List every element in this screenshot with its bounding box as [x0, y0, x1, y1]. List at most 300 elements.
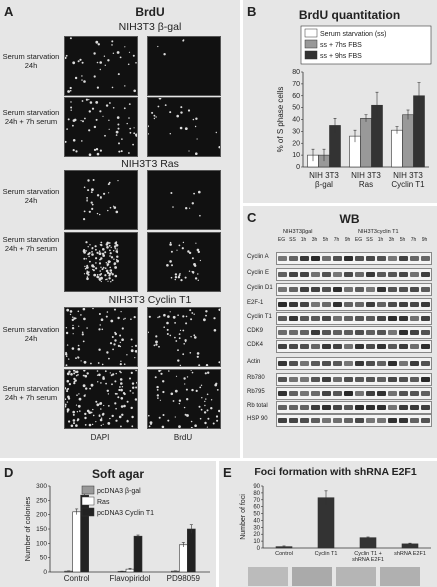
cell-nucleus: [182, 353, 184, 355]
legend-label: pcDNA3 Cyclin T1: [97, 510, 155, 517]
cell-nucleus: [103, 193, 105, 195]
cell-nucleus: [192, 202, 194, 204]
cell-nucleus: [65, 406, 66, 408]
cell-nucleus: [95, 421, 96, 422]
wb-band: [344, 256, 353, 261]
cell-nucleus: [213, 317, 215, 319]
cell-nucleus: [176, 250, 177, 251]
cell-nucleus: [100, 267, 101, 268]
cell-nucleus: [102, 364, 104, 366]
cell-nucleus: [88, 271, 90, 273]
cell-nucleus: [106, 242, 109, 245]
cell-nucleus: [155, 341, 158, 344]
cell-nucleus: [84, 187, 86, 189]
cell-nucleus: [114, 380, 116, 382]
cell-nucleus: [89, 244, 90, 245]
cell-nucleus: [163, 314, 166, 317]
cell-nucleus: [106, 351, 108, 353]
cell-nucleus: [196, 390, 198, 392]
cell-nucleus: [106, 104, 108, 106]
wb-band: [322, 361, 331, 366]
cell-nucleus: [207, 427, 208, 428]
cell-nucleus: [148, 332, 149, 334]
x-tick-label: Control: [275, 551, 293, 557]
cell-nucleus: [186, 398, 188, 400]
cell-nucleus: [131, 349, 134, 352]
cell-nucleus: [85, 268, 87, 270]
wb-band: [300, 330, 309, 335]
bar: [403, 115, 414, 167]
cell-nucleus: [129, 52, 130, 53]
cell-nucleus: [95, 262, 97, 264]
y-tick-label: 0: [256, 546, 260, 552]
cell-nucleus: [83, 384, 86, 387]
wb-band: [289, 256, 298, 261]
cell-nucleus: [71, 110, 72, 111]
cell-nucleus: [97, 381, 98, 382]
panel-d-title: Soft agar: [91, 467, 144, 481]
cell-nucleus: [112, 336, 114, 338]
wb-blot-strip: [276, 326, 432, 339]
cell-nucleus: [197, 138, 198, 139]
cell-nucleus: [132, 382, 134, 384]
wb-band: [333, 361, 342, 366]
wb-band: [289, 391, 298, 396]
cell-nucleus: [92, 308, 94, 309]
wb-band: [289, 361, 298, 366]
cell-nucleus: [193, 193, 195, 195]
wb-band: [278, 391, 287, 396]
micrograph-cells: [148, 98, 220, 156]
cell-nucleus: [93, 179, 95, 181]
cell-nucleus: [73, 139, 76, 142]
wb-row-label: CDK9: [247, 328, 264, 334]
wb-band: [421, 391, 430, 396]
cell-nucleus: [169, 111, 171, 113]
cell-nucleus: [167, 420, 169, 422]
cell-nucleus: [68, 397, 70, 399]
cell-nucleus: [110, 207, 112, 209]
cell-nucleus: [82, 120, 84, 122]
wb-band: [355, 391, 364, 396]
cell-nucleus: [126, 354, 127, 355]
wb-band: [300, 302, 309, 307]
micrograph-cells: [148, 308, 220, 366]
cell-nucleus: [111, 247, 112, 248]
cell-nucleus: [83, 218, 85, 220]
cell-nucleus: [76, 394, 78, 396]
cell-nucleus: [82, 62, 84, 64]
cell-nucleus: [105, 267, 107, 269]
cell-nucleus: [175, 390, 178, 393]
wb-band: [344, 344, 353, 349]
wb-band: [421, 302, 430, 307]
cell-nucleus: [98, 362, 100, 364]
wb-group-cyclin-t1: NIH3T3cyclin T1: [358, 229, 399, 235]
cell-nucleus: [99, 270, 101, 272]
x-tick-label: NIH 3T3: [393, 171, 423, 180]
cell-nucleus: [73, 333, 74, 334]
cell-nucleus: [91, 202, 93, 204]
cell-nucleus: [102, 413, 104, 415]
wb-band: [311, 272, 320, 277]
cell-nucleus: [167, 333, 169, 335]
cell-nucleus: [83, 251, 86, 254]
wb-band: [421, 418, 430, 423]
x-tick-label: Flavopiridol: [109, 574, 151, 583]
wb-band: [300, 361, 309, 366]
cell-nucleus: [180, 127, 183, 130]
cell-nucleus: [88, 99, 89, 100]
wb-blot-strip: [276, 268, 432, 281]
cell-nucleus: [65, 141, 67, 143]
wb-band: [388, 405, 397, 410]
wb-band: [421, 377, 430, 382]
cell-nucleus: [101, 418, 102, 419]
chart-e: [219, 476, 437, 566]
y-tick-label: 50: [292, 104, 300, 112]
cell-nucleus: [70, 90, 72, 92]
row-label-ras-2: Serum starvation 24h + 7h serum: [2, 235, 60, 253]
wb-band: [355, 316, 364, 321]
cell-nucleus: [160, 400, 161, 401]
cell-nucleus: [133, 90, 136, 93]
cell-nucleus: [109, 129, 110, 130]
cell-nucleus: [134, 127, 135, 128]
wb-band: [399, 302, 408, 307]
cell-nucleus: [112, 349, 114, 351]
cell-nucleus: [65, 398, 66, 400]
cell-nucleus: [83, 80, 86, 83]
wb-band: [311, 377, 320, 382]
wb-band: [311, 330, 320, 335]
cell-nucleus: [66, 309, 69, 312]
cell-nucleus: [116, 134, 118, 136]
cell-nucleus: [103, 424, 104, 425]
micrograph-ras-brdu-1: [147, 170, 221, 230]
wb-band: [278, 344, 287, 349]
cell-nucleus: [72, 411, 75, 414]
cell-nucleus: [206, 364, 208, 366]
cell-nucleus: [124, 318, 125, 319]
cell-nucleus: [98, 349, 100, 351]
cell-nucleus: [97, 370, 99, 372]
cell-nucleus: [109, 242, 111, 244]
bar: [73, 512, 81, 572]
cell-nucleus: [131, 339, 133, 341]
cell-nucleus: [97, 375, 98, 376]
cell-nucleus: [106, 316, 108, 318]
cell-nucleus: [111, 40, 113, 42]
cell-nucleus: [109, 255, 111, 257]
cell-nucleus: [187, 250, 189, 252]
cell-nucleus: [99, 274, 101, 276]
cell-nucleus: [75, 424, 78, 427]
cell-nucleus: [166, 264, 169, 267]
cell-nucleus: [100, 257, 102, 259]
micrograph-cyct1-dapi-2: [64, 369, 138, 429]
bar: [187, 529, 195, 572]
cell-nucleus: [116, 256, 118, 258]
cell-nucleus: [67, 344, 68, 345]
wb-band: [289, 287, 298, 292]
cell-nucleus: [92, 269, 93, 270]
wb-band: [366, 316, 375, 321]
legend-label: pcDNA3 β-gal: [97, 488, 141, 495]
cell-nucleus: [114, 266, 117, 269]
cell-nucleus: [205, 315, 207, 317]
cell-nucleus: [66, 128, 68, 130]
wb-band: [311, 391, 320, 396]
wb-lane-label: 5h: [322, 237, 329, 243]
cell-nucleus: [102, 377, 105, 380]
wb-band: [344, 361, 353, 366]
bar: [392, 130, 403, 167]
cell-nucleus: [175, 273, 177, 275]
cell-nucleus: [65, 404, 67, 406]
wb-band: [344, 377, 353, 382]
cell-nucleus: [169, 260, 172, 263]
wb-row-label: Cyclin T1: [247, 314, 272, 320]
cell-nucleus: [199, 215, 201, 217]
panel-b-title: BrdU quantitation: [298, 8, 401, 22]
wb-row-label: Rb780: [247, 375, 265, 381]
cell-nucleus: [189, 208, 190, 209]
wb-band: [311, 256, 320, 261]
wb-band: [377, 405, 386, 410]
wb-band: [366, 418, 375, 423]
y-tick-label: 80: [292, 69, 300, 76]
cell-nucleus: [218, 146, 220, 148]
cell-nucleus: [130, 390, 132, 392]
cell-nucleus: [97, 62, 99, 64]
cell-nucleus: [172, 206, 174, 208]
cell-nucleus: [193, 119, 195, 121]
y-tick-label: 60: [292, 92, 300, 100]
wb-band: [421, 344, 430, 349]
cell-nucleus: [107, 311, 109, 313]
cell-nucleus: [185, 414, 187, 416]
cell-nucleus: [99, 262, 101, 264]
cell-nucleus: [100, 242, 102, 244]
cell-nucleus: [85, 394, 86, 395]
cell-nucleus: [73, 149, 75, 151]
cell-nucleus: [107, 59, 109, 61]
cell-nucleus: [158, 106, 160, 108]
wb-band: [344, 330, 353, 335]
wb-lane-label: 3h: [388, 237, 395, 243]
cell-nucleus: [170, 242, 171, 243]
cell-nucleus: [150, 423, 152, 425]
cell-nucleus: [167, 315, 170, 318]
wb-band: [355, 361, 364, 366]
row-label-ras-1: Serum starvation 24h: [2, 187, 60, 205]
legend-swatch: [82, 497, 94, 505]
wb-blot-strip: [276, 252, 432, 265]
cell-nucleus: [197, 352, 200, 355]
cell-nucleus: [114, 332, 116, 334]
y-tick-label: 70: [253, 497, 260, 504]
cell-nucleus: [204, 401, 205, 402]
wb-band: [399, 256, 408, 261]
wb-band: [300, 418, 309, 423]
micrograph-cells: [65, 308, 137, 366]
cell-nucleus: [109, 250, 111, 252]
cell-nucleus: [108, 260, 111, 263]
wb-band: [388, 272, 397, 277]
cell-nucleus: [135, 62, 137, 64]
cell-nucleus: [79, 410, 81, 412]
row-label-bgal-1: Serum starvation 24h: [2, 52, 60, 70]
micrograph-cells: [65, 37, 137, 95]
wb-band: [421, 316, 430, 321]
wb-band: [410, 391, 419, 396]
cell-nucleus: [131, 425, 133, 427]
cell-nucleus: [67, 90, 70, 93]
cell-nucleus: [95, 249, 97, 251]
cell-nucleus: [116, 248, 117, 249]
wb-band: [289, 405, 298, 410]
cell-nucleus: [73, 414, 75, 416]
cell-nucleus: [135, 370, 137, 371]
cell-nucleus: [216, 420, 218, 422]
wb-band: [278, 418, 287, 423]
wb-lane-label: 3h: [311, 237, 318, 243]
cell-nucleus: [120, 57, 122, 59]
cell-nucleus: [119, 335, 121, 337]
wb-band: [388, 344, 397, 349]
wb-band: [377, 344, 386, 349]
group-title-bgal: NIH3T3 β-gal: [118, 21, 182, 33]
cell-nucleus: [123, 319, 124, 320]
micrograph-bgal-dapi-1: [64, 36, 138, 96]
legend-swatch: [305, 29, 317, 37]
cell-nucleus: [67, 401, 68, 402]
cell-nucleus: [118, 389, 120, 391]
cell-nucleus: [207, 372, 209, 374]
cell-nucleus: [155, 116, 156, 117]
cell-nucleus: [184, 383, 185, 384]
wb-band: [300, 391, 309, 396]
y-tick-label: 70: [292, 80, 300, 88]
cell-nucleus: [213, 423, 215, 425]
wb-blot-strip: [276, 357, 432, 370]
wb-band: [355, 405, 364, 410]
cell-nucleus: [79, 398, 82, 401]
cell-nucleus: [65, 387, 66, 389]
cell-nucleus: [134, 316, 136, 318]
cell-nucleus: [162, 391, 164, 393]
cell-nucleus: [100, 253, 101, 254]
cell-nucleus: [135, 398, 137, 400]
wb-band: [410, 344, 419, 349]
cell-nucleus: [129, 128, 131, 130]
cell-nucleus: [135, 387, 137, 389]
cell-nucleus: [86, 197, 88, 199]
cell-nucleus: [75, 77, 77, 79]
cell-nucleus: [100, 402, 102, 404]
cell-nucleus: [88, 253, 90, 255]
wb-band: [421, 256, 430, 261]
cell-nucleus: [158, 370, 160, 372]
chart-d: [0, 478, 216, 586]
cell-nucleus: [70, 87, 72, 89]
cell-nucleus: [90, 101, 93, 104]
cell-nucleus: [169, 243, 172, 246]
cell-nucleus: [191, 427, 193, 428]
cell-nucleus: [110, 252, 112, 254]
col-label-brdu: BrdU: [173, 433, 193, 442]
wb-band: [355, 287, 364, 292]
wb-band: [410, 302, 419, 307]
cell-nucleus: [96, 403, 99, 406]
cell-nucleus: [158, 346, 160, 348]
cell-nucleus: [195, 126, 196, 127]
cell-nucleus: [108, 277, 110, 279]
legend-swatch: [82, 508, 94, 516]
wb-band: [333, 256, 342, 261]
wb-band: [322, 272, 331, 277]
wb-band: [322, 302, 331, 307]
foci-image-shrna: [380, 567, 420, 586]
cell-nucleus: [95, 401, 97, 403]
foci-image-cyclin-t1: [292, 567, 332, 586]
cell-nucleus: [157, 397, 159, 399]
y-tick-label: 150: [36, 526, 47, 533]
cell-nucleus: [76, 405, 77, 406]
cell-nucleus: [68, 118, 70, 120]
cell-nucleus: [92, 108, 94, 110]
wb-band: [311, 361, 320, 366]
cell-nucleus: [90, 363, 92, 365]
cell-nucleus: [77, 357, 79, 359]
cell-nucleus: [218, 361, 220, 363]
cell-nucleus: [70, 107, 72, 109]
wb-band: [388, 377, 397, 382]
wb-band: [388, 418, 397, 423]
wb-band: [388, 256, 397, 261]
wb-band: [311, 287, 320, 292]
cell-nucleus: [191, 421, 193, 423]
wb-lane-label: SS: [366, 237, 373, 243]
cell-nucleus: [81, 360, 82, 361]
cell-nucleus: [195, 118, 197, 120]
cell-nucleus: [116, 260, 119, 263]
cell-nucleus: [174, 337, 176, 339]
wb-band: [333, 330, 342, 335]
cell-nucleus: [83, 308, 86, 310]
cell-nucleus: [73, 422, 75, 424]
cell-nucleus: [70, 314, 71, 315]
cell-nucleus: [210, 407, 212, 409]
wb-band: [355, 418, 364, 423]
wb-band: [355, 302, 364, 307]
wb-band: [300, 344, 309, 349]
x-tick-label: Cyclin T1: [314, 551, 338, 557]
cell-nucleus: [131, 407, 133, 409]
wb-band: [377, 377, 386, 382]
wb-band: [388, 391, 397, 396]
cell-nucleus: [159, 98, 162, 100]
cell-nucleus: [182, 330, 184, 332]
wb-band: [399, 272, 408, 277]
cell-nucleus: [95, 101, 98, 104]
cell-nucleus: [163, 326, 165, 328]
cell-nucleus: [120, 378, 123, 381]
cell-nucleus: [197, 356, 199, 358]
cell-nucleus: [84, 211, 86, 213]
y-tick-label: 50: [39, 554, 47, 562]
